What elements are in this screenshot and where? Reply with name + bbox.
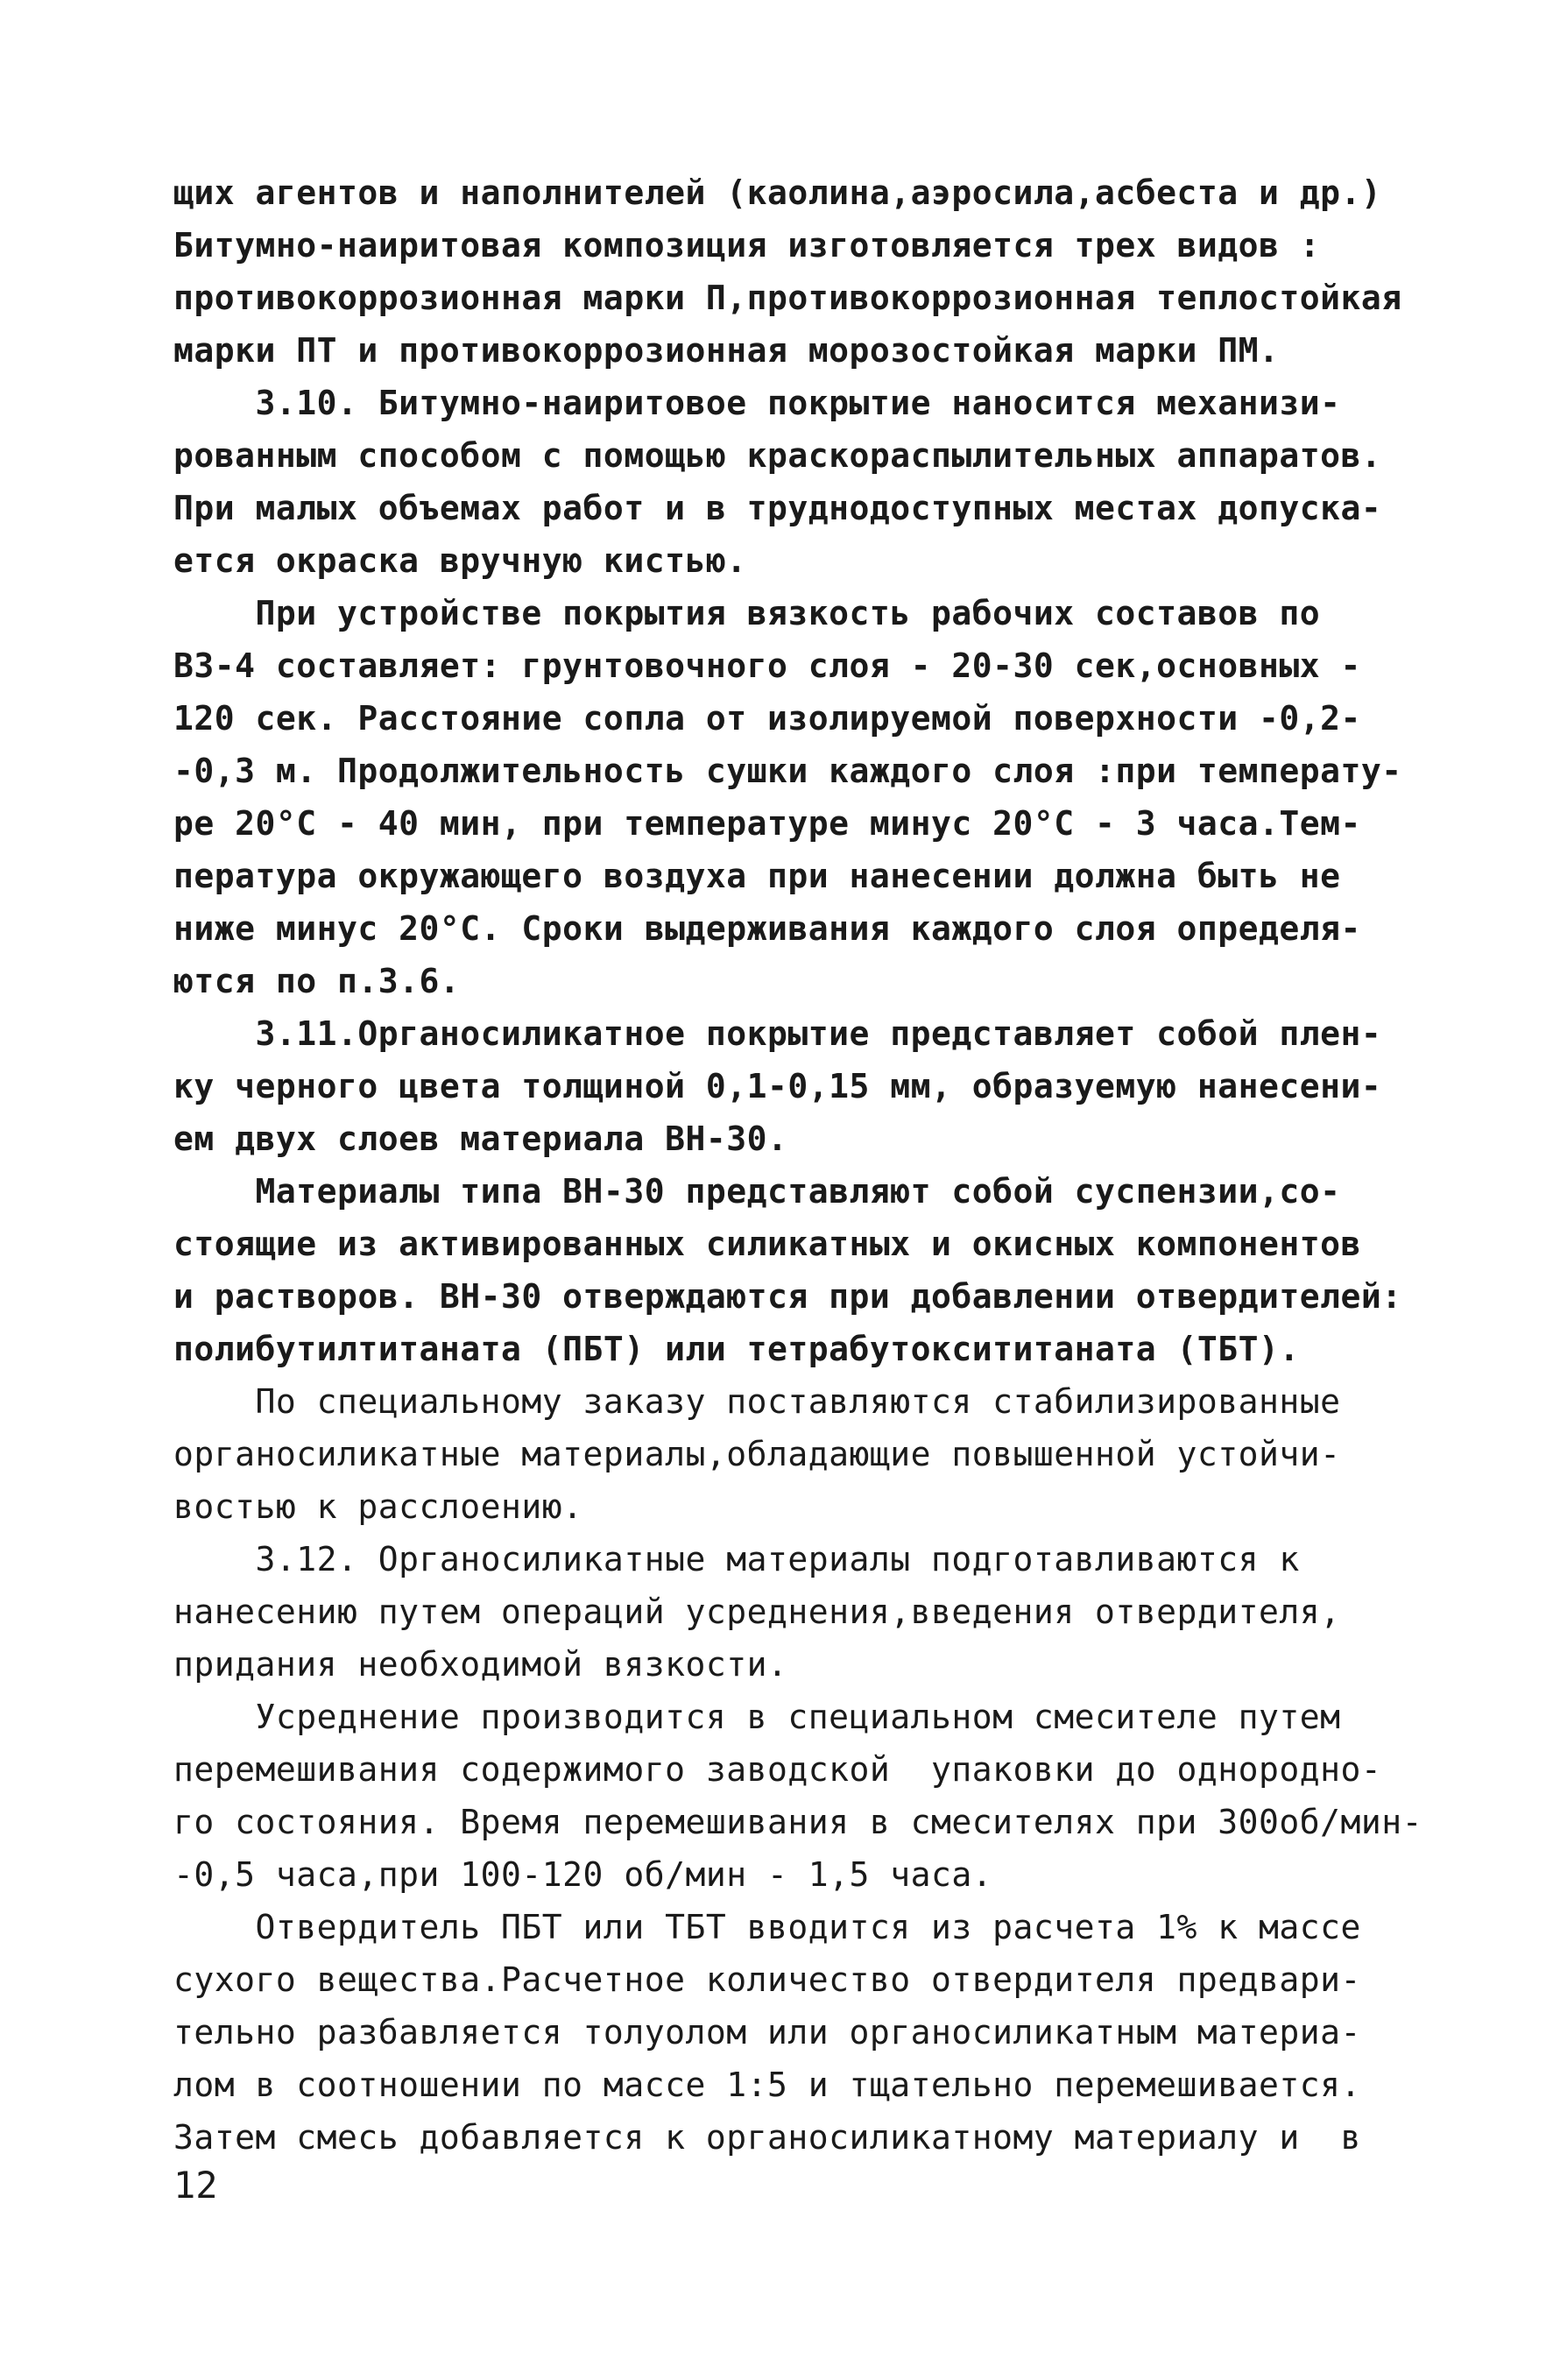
- text-line: По специальному заказу поставляются стабилизированные: [173, 1382, 1341, 1421]
- text-line: рованным способом с помощью краскораспылительных аппаратов.: [173, 436, 1382, 475]
- text-line: перемешивания содержимого заводской упаковки до однородно-: [173, 1750, 1382, 1789]
- text-line: ре 20°С - 40 мин, при температуре минус 20°С - 3 часа.Тем-: [173, 804, 1361, 843]
- text-line: сухого вещества.Расчетное количество отвердителя предвари-: [173, 1960, 1361, 1999]
- text-line: марки ПТ и противокоррозионная морозостойкая марки ПМ.: [173, 331, 1280, 370]
- text-line: Материалы типа ВН-30 представляют собой суспензии,со-: [173, 1172, 1341, 1211]
- text-line: щих агентов и наполнителей (каолина,аэросила,асбеста и др.): [173, 173, 1382, 212]
- text-line: нанесению путем операций усреднения,введения отвердителя,: [173, 1593, 1341, 1631]
- text-line: востью к расслоению.: [173, 1487, 583, 1526]
- text-line: ниже минус 20°С. Сроки выдерживания каждого слоя определя-: [173, 909, 1361, 948]
- text-line: Усреднение производится в специальном смесителе путем: [173, 1698, 1341, 1736]
- text-line: -0,3 м. Продолжительность сушки каждого слоя :при температу-: [173, 752, 1402, 790]
- text-line: Затем смесь добавляется к органосиликатному материалу и в: [173, 2118, 1361, 2157]
- text-line: ем двух слоев материала ВН-30.: [173, 1119, 788, 1158]
- text-line: 3.10. Битумно-наиритовое покрытие наносится механизи-: [173, 384, 1341, 422]
- text-line: ВЗ-4 составляет: грунтовочного слоя - 20-30 сек,основных -: [173, 646, 1361, 685]
- text-line: Отвердитель ПБТ или ТБТ вводится из расчета 1% к массе: [173, 1908, 1361, 1946]
- text-line: При устройстве покрытия вязкость рабочих составов по: [173, 594, 1321, 632]
- text-line: противокоррозионная марки П,противокоррозионная теплостойкая: [173, 279, 1402, 317]
- text-line: придания необходимой вязкости.: [173, 1645, 788, 1684]
- text-line: стоящие из активированных силикатных и окисных компонентов: [173, 1225, 1361, 1263]
- text-line: При малых объемах работ и в труднодоступных местах допуска-: [173, 489, 1382, 527]
- page-number: 12: [173, 2164, 218, 2207]
- text-line: Битумно-наиритовая композиция изготовляется трех видов :: [173, 226, 1321, 265]
- text-line: 120 сек. Расстояние сопла от изолируемой поверхности -0,2-: [173, 699, 1361, 738]
- text-line: и растворов. ВН-30 отверждаются при добавлении отвердителей:: [173, 1277, 1402, 1316]
- text-line: полибутилтитаната (ПБТ) или тетрабутоксититаната (ТБТ).: [173, 1330, 1300, 1368]
- text-line: 3.12. Органосиликатные материалы подготавливаются к: [173, 1540, 1300, 1578]
- text-line: ются по п.3.6.: [173, 962, 461, 1000]
- text-line: ется окраска вручную кистью.: [173, 541, 747, 580]
- text-line: го состояния. Время перемешивания в смесителях при 300об/мин-: [173, 1803, 1423, 1841]
- text-line: 3.11.Органосиликатное покрытие представляет собой плен-: [173, 1014, 1382, 1053]
- text-line: ку черного цвета толщиной 0,1-0,15 мм, образуемую нанесени-: [173, 1067, 1382, 1105]
- text-line: лом в соотношении по массе 1:5 и тщательно перемешивается.: [173, 2066, 1361, 2104]
- document-body: [173, 166, 1423, 2164]
- text-line: пература окружающего воздуха при нанесении должна быть не: [173, 857, 1341, 895]
- text-line: органосиликатные материалы,обладающие повышенной устойчи-: [173, 1435, 1341, 1473]
- text-line: тельно разбавляется толуолом или органосиликатным материа-: [173, 2013, 1361, 2052]
- text-line: -0,5 часа,при 100-120 об/мин - 1,5 часа.: [173, 1855, 993, 1894]
